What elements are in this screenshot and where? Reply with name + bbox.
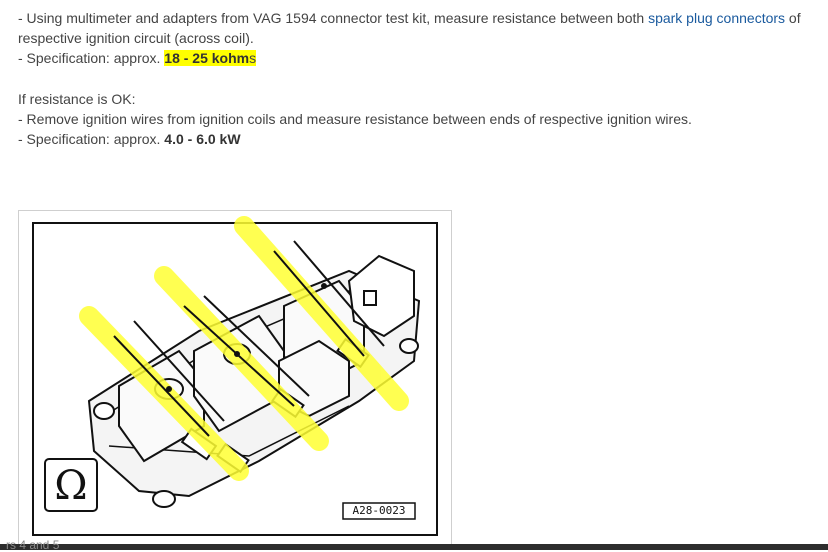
instruction-text-end: of	[785, 10, 801, 26]
instruction-line-3: - Remove ignition wires from ignition coils and measure resistance between ends of respective ignition wires.	[18, 111, 692, 127]
spec-label: - Specification: approx.	[18, 50, 165, 66]
specification-line-2	[18, 129, 241, 149]
coil-dot-2	[234, 351, 240, 357]
instruction-line-1	[18, 8, 801, 28]
instruction-text: - Using multimeter and adapters from VAG 1594 connector test kit, measure resistance between both	[18, 10, 649, 26]
mount-hole-right	[400, 339, 418, 353]
spec-value-highlight-tail: s	[249, 50, 257, 66]
section-heading: If resistance is OK:	[18, 91, 136, 107]
instruction-line-2: respective ignition circuit (across coil).	[18, 30, 254, 46]
coil-dot-1	[166, 386, 172, 392]
ignition-coil-figure	[18, 210, 452, 546]
coil-dot-3	[321, 283, 327, 289]
spark-plug-connectors-link[interactable]: spark plug connectors	[648, 10, 786, 26]
spec-value-highlight: 18 - 25 kohm	[164, 50, 250, 66]
cropped-bottom-strip	[0, 538, 828, 552]
spec-value-2: 4.0 - 6.0 kW	[164, 131, 241, 147]
cropped-text-fragment: rs 4 and 5	[6, 538, 60, 552]
figure-label: A28-0023	[352, 504, 406, 517]
mount-hole-left	[94, 403, 114, 419]
specification-line-1	[18, 48, 256, 68]
mount-hole-bottom	[153, 491, 175, 507]
spec-label-2: - Specification: approx.	[18, 131, 165, 147]
ohm-icon: Ω	[54, 463, 88, 509]
